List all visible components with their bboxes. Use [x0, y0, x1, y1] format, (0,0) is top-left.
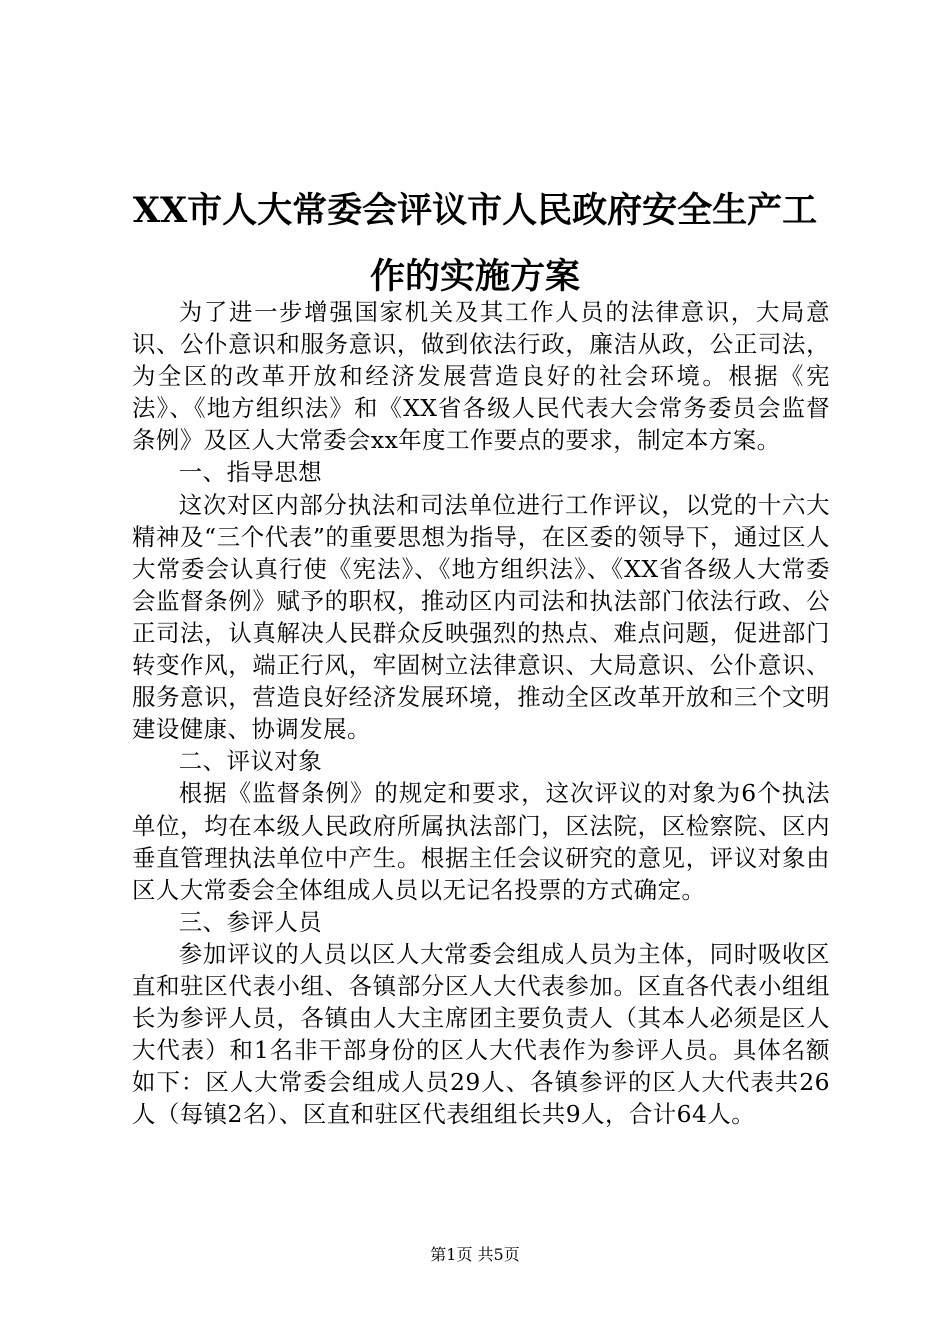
- section-heading-participants: 三、参评人员: [178, 907, 323, 936]
- section-heading-guiding-ideology: 一、指导思想: [178, 458, 323, 487]
- section-heading-review-targets: 二、评议对象: [178, 747, 323, 776]
- document-title: XX市人大常委会评议市人民政府安全生产工作的实施方案: [132, 190, 818, 297]
- paragraph-review-targets: 根据《监督条例》的规定和要求，这次评议的对象为6个执法单位，均在本级人民政府所属执法部门，区法院，区检察院、区内垂直管理执法单位中产生。根据主任会议研究的意见，评议对象由区人大常委会全体组成人员以无记名投票的方式确定。: [132, 779, 830, 904]
- document-body: [132, 296, 830, 1130]
- paragraph-guiding-ideology: 这次对区内部分执法和司法单位进行工作评议，以党的十六大精神及“三个代表”的重要思想为指导，在区委的领导下，通过区人大常委会认真行使《宪法》、《地方组织法》、《XX省各级人大常委会监督条例》赋予的职权，推动区内司法和执法部门依法行政、公正司法，认真解决人民群众反映强烈的热点、难点问题，促进部门转变作风，端正行风，牢固树立法律意识、大局意识、公仆意识、服务意识，营造良好经济发展环境，推动全区改革开放和三个文明建设健康、协调发展。: [132, 490, 830, 744]
- page-number-footer: 第1页 共5页: [430, 1245, 520, 1264]
- paragraph-participants: 参加评议的人员以区人大常委会组成人员为主体，同时吸收区直和驻区代表小组、各镇部分区人大代表参加。区直各代表小组组长为参评人员，各镇由人大主席团主要负责人（其本人必须是区人大代表）和1名非干部身份的区人大代表作为参评人员。具体名额如下：区人大常委会组成人员29人、各镇参评的区人大代表共26人（每镇2名）、区直和驻区代表组组长共9人，合计64人。: [132, 939, 830, 1129]
- paragraph-intro: 为了进一步增强国家机关及其工作人员的法律意识，大局意识、公仆意识和服务意识，做到依法行政，廉洁从政，公正司法，为全区的改革开放和经济发展营造良好的社会环境。根据《宪法》、《地方组织法》和《XX省各级人民代表大会常务委员会监督条例》及区人大常委会xx年度工作要点的要求，制定本方案。: [132, 298, 830, 455]
